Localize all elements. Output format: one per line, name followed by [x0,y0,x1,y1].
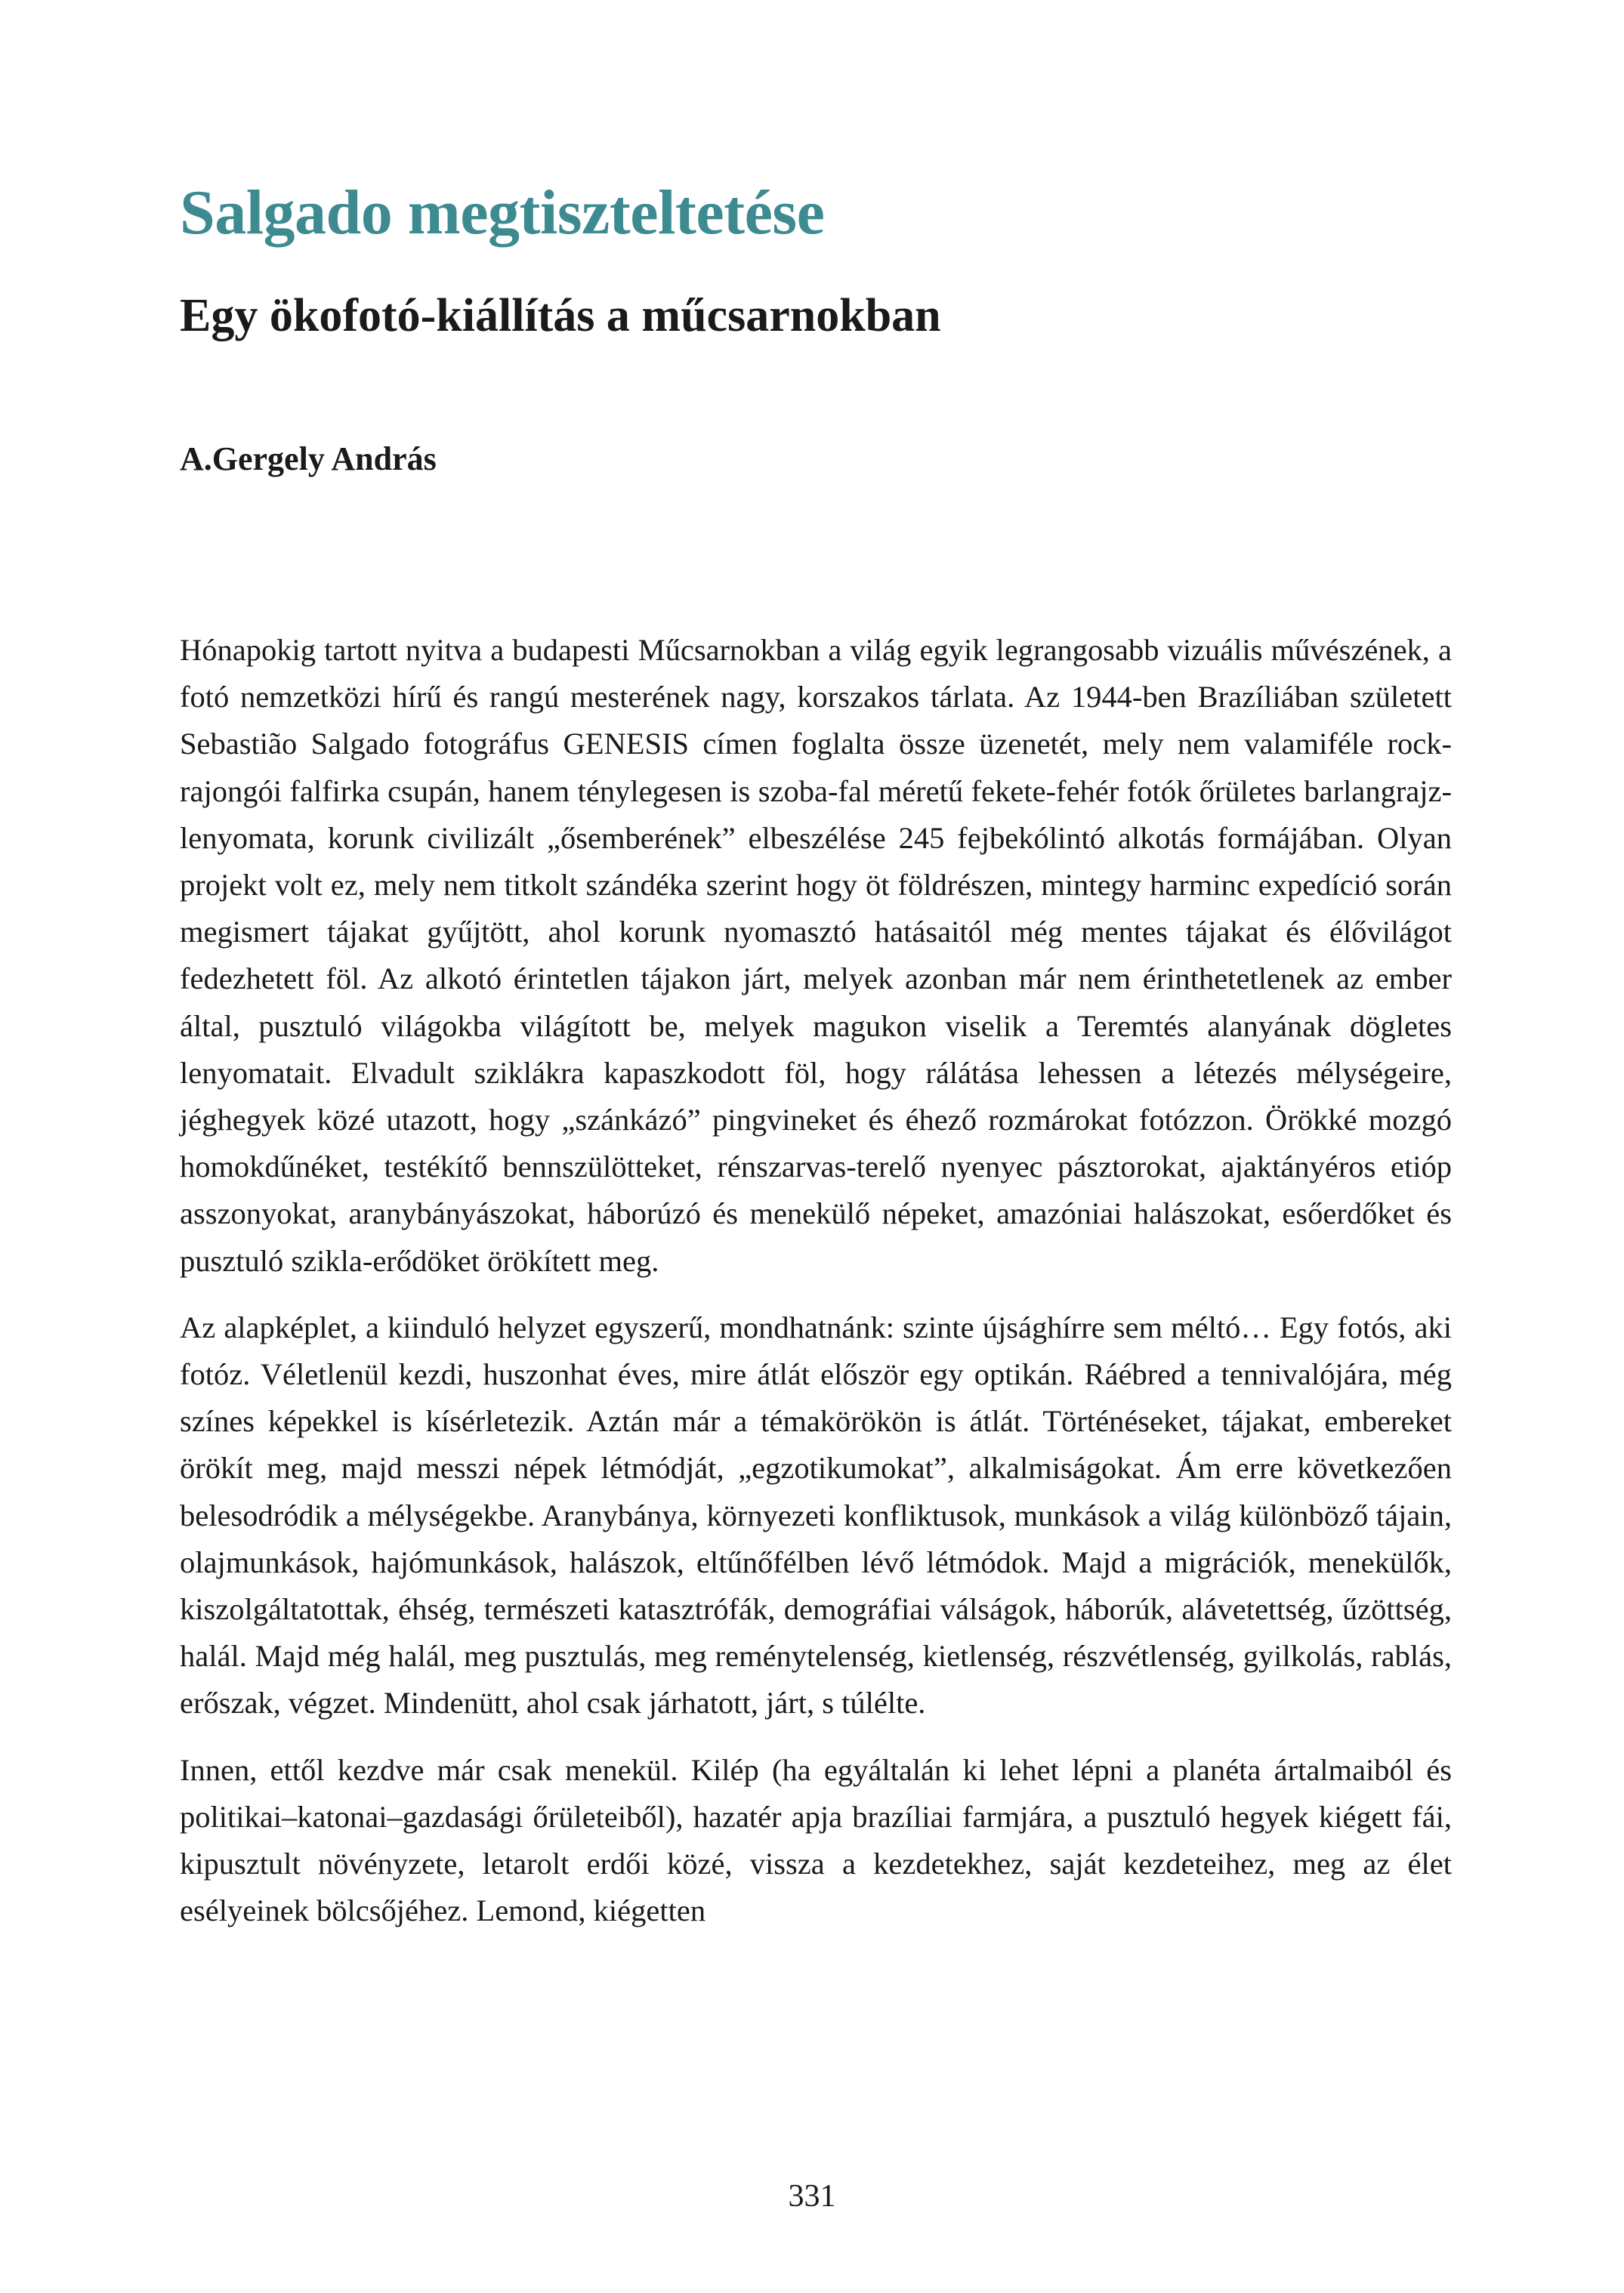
article-author: A.Gergely András [180,440,437,477]
page-number: 331 [788,2179,836,2214]
body-paragraph-3: Innen, ettől kezdve már csak menekül. Kilép (ha egyáltalán ki lehet lépni a planéta ártalmaiból és politikai–katonai–gazdasági őrületeiből), hazatér apja brazíliai farmjára, a pusztuló hegyek kiégett fái, kipusztult növényzete, letarolt erdői közé, vissza a kezdetekhez, saját kezdeteihez, meg az élet esélyeinek bölcsőjéhez. Lemond, kiégetten [180,1752,1452,1928]
body-paragraph-1: Hónapokig tartott nyitva a budapesti Műcsarnokban a világ egyik legrangosabb vizuális művészének, a fotó nemzetközi hírű és rangú mesterének nagy, korszakos tárlata. Az 1944-ben Brazíliában született Sebastião Salgado fotográfus GENESIS címen foglalta össze üzenetét, mely nem valamiféle rock-rajongói falfirka csupán, hanem ténylegesen is szoba-fal méretű fekete-fehér fotók őrületes barlangrajz-lenyomata, korunk civilizált „ősemberének” elbeszélése 245 fejbekólintó alkotás formájában. Olyan projekt volt ez, mely nem titkolt szándéka szerint hogy öt földrészen, mintegy harminc expedíció során megismert tájakat gyűjtött, ahol korunk nyomasztó hatásaitól még mentes tájakat és élővilágot fedezhetett föl. Az alkotó érintetlen tájakon járt, melyek azonban már nem érinthetetlenek az ember által, pusztuló világokba világított be, melyek magukon viselik a Teremtés alanyának dögletes lenyomatait. Elvadult sziklákra kapaszkodott föl, hogy rálátása lehessen a létezés mélységeire, jéghegyek közé utazott, hogy „szánkázó” pingvineket és éhező rozmárokat fotózzon. Örökké mozgó homokdűnéket, testékítő bennszülötteket, rénszarvas-terelő nyenyec pásztorokat, ajaktányéros etióp asszonyokat, aranybányászokat, háborúzó és menekülő népeket, amazóniai halászokat, esőerdőket és pusztuló szikla-erődöket örökített meg. [180,633,1452,1278]
article-title: Salgado megtiszteltetése [180,177,825,248]
body-paragraph-2: Az alapképlet, a kiinduló helyzet egyszerű, mondhatnánk: szinte újsághírre sem méltó… Egy fotós, aki fotóz. Véletlenül kezdi, huszonhat éves, mire átlát először egy optikán. Ráébred a tennivalójára, még színes képekkel is kísérletezik. Aztán már a témakörökön is átlát. Történéseket, tájakat, embereket örökít meg, majd messzi népek létmódját, „egzotikumokat”, alkalmiságokat. Ám erre következően belesodródik a mélységekbe. Aranybánya, környezeti konfliktusok, munkások a világ különböző tájain, olajmunkások, hajómunkások, halászok, eltűnőfélben lévő létmódok. Majd a migrációk, menekülők, kiszolgáltatottak, éhség, természeti katasztrófák, demográfiai válságok, háborúk, alávetettség, űzöttség, halál. Majd még halál, meg pusztulás, meg reménytelenség, kietlenség, részvétlenség, gyilkolás, rablás, erőszak, végzet. Mindenütt, ahol csak járhatott, járt, s túlélte. [180,1310,1452,1721]
article-body [180,627,1452,1954]
article-subtitle: Egy ökofotó-kiállítás a műcsarnokban [180,290,941,341]
